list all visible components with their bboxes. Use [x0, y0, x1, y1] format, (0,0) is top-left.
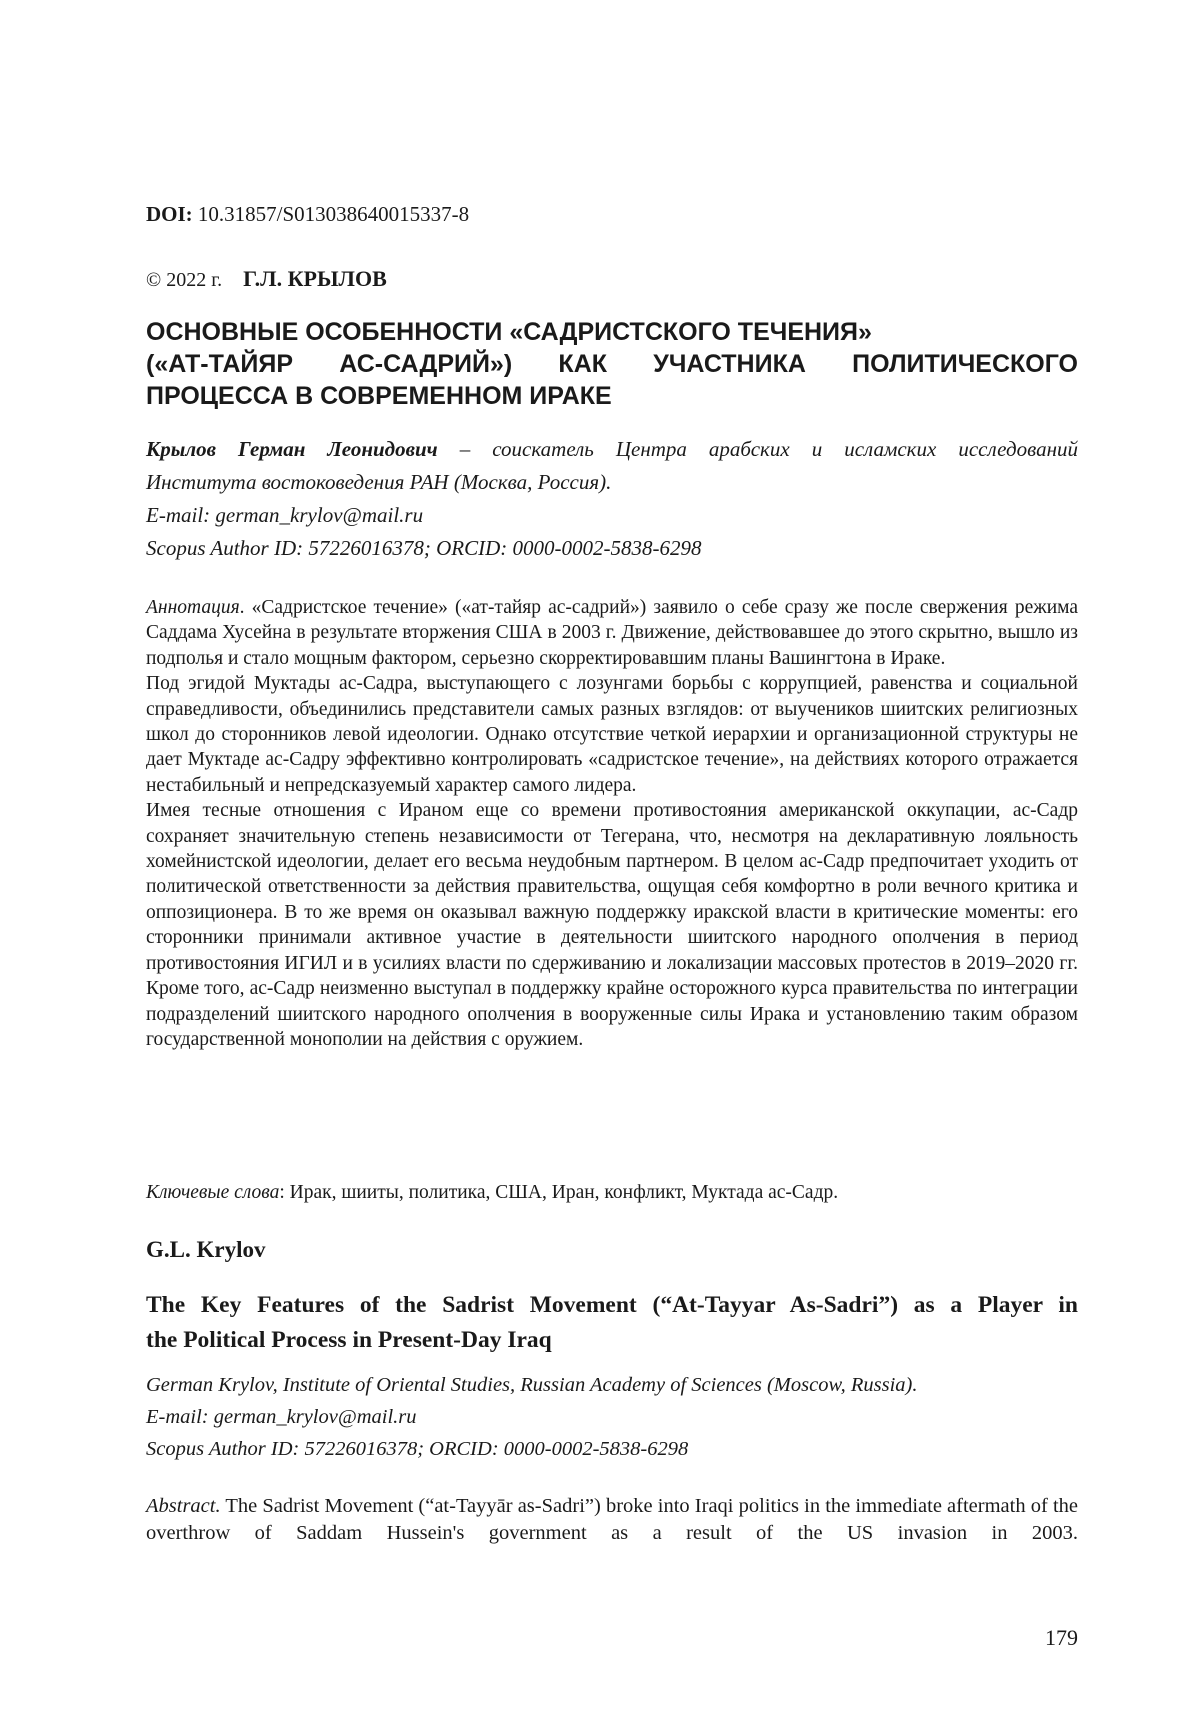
- title-en-line-1: The Key Features of the Sadrist Movement (“At-Tayyar As-Sadri”) as a Player in: [146, 1292, 1078, 1318]
- author-ru-affiliation-2: Института востоковедения РАН (Москва, Россия).: [146, 470, 612, 494]
- abstract-ru-paragraph-2: Под эгидой Муктады ас-Садра, выступающего с лозунгами борьбы с коррупцией, равенства и социальной справедливости, объединились представители самых разных взглядов: от выучеников шиитских религиозных школ до сторонников левой идеологии. Однако отсутствие четкой иерархии и организационной структуры не дает Муктаде ас-Садру эффективно контролировать «садристское течение», на действиях которого отражается нестабильный и непредсказуемый характер самого лидера.: [146, 673, 1078, 796]
- title-en-line-2: the Political Process in Present-Day Iraq: [146, 1327, 552, 1353]
- doi-line: [146, 202, 469, 227]
- author-ru-name: Крылов Герман Леонидович: [146, 437, 438, 461]
- author-en-ids: Scopus Author ID: 57226016378; ORCID: 0000-0002-5838-6298: [146, 1438, 689, 1460]
- abstract-ru-label: Аннотация: [146, 597, 240, 618]
- author-short-en: G.L. Krylov: [146, 1237, 266, 1262]
- title-ru: [146, 316, 1078, 412]
- author-ru-line-1: [146, 433, 1078, 466]
- author-ru-email: E-mail: german_krylov@mail.ru: [146, 503, 424, 527]
- journal-page: [146, 0, 1078, 1719]
- keywords-ru-text: : Ирак, шииты, политика, США, Иран, конфликт, Муктада ас-Садр.: [279, 1182, 839, 1203]
- abstract-ru-text-1: . «Садристское течение» («ат-тайяр ас-садрий») заявило о себе сразу же после свержения режима Саддама Хусейна в результате вторжения США в 2003 г. Движение, действовавшее до этого скрытно, вышло из подполья и стало мощным фактором, серьезно скорректировавшим планы Вашингтона в Ираке.: [146, 597, 1078, 669]
- author-en-affiliation: German Krylov, Institute of Oriental Studies, Russian Academy of Sciences (Moscow, Russia).: [146, 1374, 918, 1396]
- keywords-ru-label: Ключевые слова: [146, 1182, 280, 1203]
- abstract-ru-paragraph-1: [146, 595, 1078, 671]
- title-en: [146, 1288, 1078, 1358]
- title-ru-line-1: ОСНОВНЫЕ ОСОБЕННОСТИ «САДРИСТСКОГО ТЕЧЕНИЯ»: [146, 318, 872, 346]
- abstract-en-text: The Sadrist Movement (“at-Tayyār as-Sadri”) broke into Iraqi politics in the immediate aftermath of the overthrow of Saddam Hussein's government as a result of the US invasion in 2003.: [146, 1495, 1078, 1544]
- author-short-ru: Г.Л. КРЫЛОВ: [243, 266, 387, 291]
- author-info-ru: [146, 433, 1078, 565]
- abstract-en: [146, 1493, 1078, 1547]
- abstract-en-label: Abstract.: [146, 1495, 221, 1517]
- author-info-en: [146, 1369, 1078, 1465]
- doi-value: 10.31857/S013038640015337-8: [197, 202, 470, 226]
- title-ru-line-3: ПРОЦЕССА В СОВРЕМЕННОМ ИРАКЕ: [146, 382, 612, 410]
- author-ru-ids: Scopus Author ID: 57226016378; ORCID: 0000-0002-5838-6298: [146, 536, 702, 560]
- abstract-ru-paragraph-3: Имея тесные отношения с Ираном еще со времени противостояния американской оккупации, ас-Садр сохраняет значительную степень независимости от Тегерана, что, несмотря на декларативную лояльность хомейнистской идеологии, делает его весьма неудобным партнером. В целом ас-Садр предпочитает уходить от политической ответственности за действия правительства, ощущая себя комфортно в роли вечного критика и оппозиционера. В то же время он оказывал важную поддержку иракской власти в критические моменты: его сторонники принимали активное участие в деятельности шиитского народного ополчения в период противостояния ИГИЛ и в усилиях власти по сдерживанию и локализации массовых протестов в 2019–2020 гг. Кроме того, ас-Садр неизменно выступал в поддержку крайне осторожного курса правительства по интеграции подразделений шиитского народного ополчения в вооруженные силы Ирака и установлению таким образом государственной монополии на действия с оружием.: [146, 800, 1078, 1050]
- author-en-email: E-mail: german_krylov@mail.ru: [146, 1406, 417, 1428]
- page-number: 179: [1045, 1625, 1078, 1650]
- copyright-line: [146, 266, 387, 292]
- doi-label: DOI:: [146, 202, 193, 226]
- author-ru-affiliation-1: – соискатель Центра арабских и исламских исследований: [437, 437, 1078, 461]
- title-ru-line-2: («АТ-ТАЙЯР АС-САДРИЙ») КАК УЧАСТНИКА ПОЛИТИЧЕСКОГО: [146, 350, 1078, 378]
- abstract-ru: [146, 595, 1078, 1052]
- keywords-ru: [146, 1180, 1078, 1206]
- copyright-year: © 2022 г.: [146, 269, 223, 291]
